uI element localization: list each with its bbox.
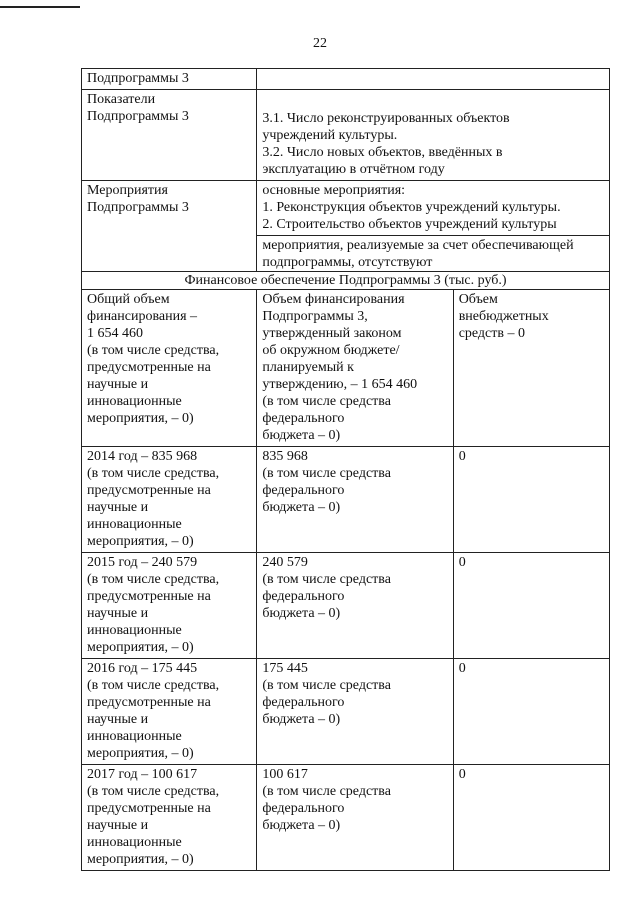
- year-total: 2014 год – 835 968 (в том числе средства, предусмотренные на научные и инновационные мероприятия, – 0): [82, 447, 257, 553]
- year-approved: 240 579 (в том числе средства федерального бюджета – 0): [257, 553, 453, 659]
- subprogram-row: [82, 69, 610, 90]
- passport-table: [81, 68, 610, 871]
- year-total: 2015 год – 240 579 (в том числе средства, предусмотренные на научные и инновационные мероприятия, – 0): [82, 553, 257, 659]
- indicators-row: [82, 90, 610, 181]
- indicators-label: Показатели Подпрограммы 3: [82, 90, 257, 181]
- activities-label: Мероприятия Подпрограммы 3: [82, 181, 257, 272]
- header-rule: [0, 6, 80, 8]
- indicators-value: 3.1. Число реконструированных объектов учреждений культуры. 3.2. Число новых объектов, введённых в эксплуатацию в отчётном году: [257, 90, 610, 181]
- year-row: [82, 765, 610, 871]
- year-approved: 835 968 (в том числе средства федерального бюджета – 0): [257, 447, 453, 553]
- totals-row: [82, 290, 610, 447]
- year-approved: 175 445 (в том числе средства федерального бюджета – 0): [257, 659, 453, 765]
- subprogram-value: [257, 69, 610, 90]
- activities-value: основные мероприятия: 1. Реконструкция объектов учреждений культуры. 2. Строительство объектов учреждений культуры мероприятия, реализуемые за счет обеспечивающей подпрограммы, отсутствуют: [257, 181, 610, 272]
- year-row: [82, 659, 610, 765]
- page-number: 22: [313, 36, 327, 51]
- other-activities: мероприятия, реализуемые за счет обеспечивающей подпрограммы, отсутствуют: [257, 235, 609, 271]
- total-volume: Общий объем финансирования – 1 654 460 (в том числе средства, предусмотренные на научные и инновационные мероприятия, – 0): [82, 290, 257, 447]
- extrabudgetary-volume: Объем внебюджетных средств – 0: [453, 290, 609, 447]
- activities-row: [82, 181, 610, 272]
- year-approved: 100 617 (в том числе средства федерального бюджета – 0): [257, 765, 453, 871]
- year-extrabudgetary: 0: [453, 765, 609, 871]
- year-total: 2017 год – 100 617 (в том числе средства, предусмотренные на научные и инновационные мероприятия, – 0): [82, 765, 257, 871]
- year-extrabudgetary: 0: [453, 659, 609, 765]
- approved-volume: Объем финансирования Подпрограммы 3, утвержденный законом об окружном бюджете/ планируемый к утверждению, – 1 654 460 (в том числе средства федерального бюджета – 0): [257, 290, 453, 447]
- financing-header-row: [82, 272, 610, 290]
- year-total: 2016 год – 175 445 (в том числе средства, предусмотренные на научные и инновационные мероприятия, – 0): [82, 659, 257, 765]
- year-row: [82, 447, 610, 553]
- year-rows: [82, 447, 610, 871]
- year-extrabudgetary: 0: [453, 447, 609, 553]
- financing-header: Финансовое обеспечение Подпрограммы 3 (тыс. руб.): [82, 272, 610, 290]
- subprogram-label: Подпрограммы 3: [82, 69, 257, 90]
- year-row: [82, 553, 610, 659]
- year-extrabudgetary: 0: [453, 553, 609, 659]
